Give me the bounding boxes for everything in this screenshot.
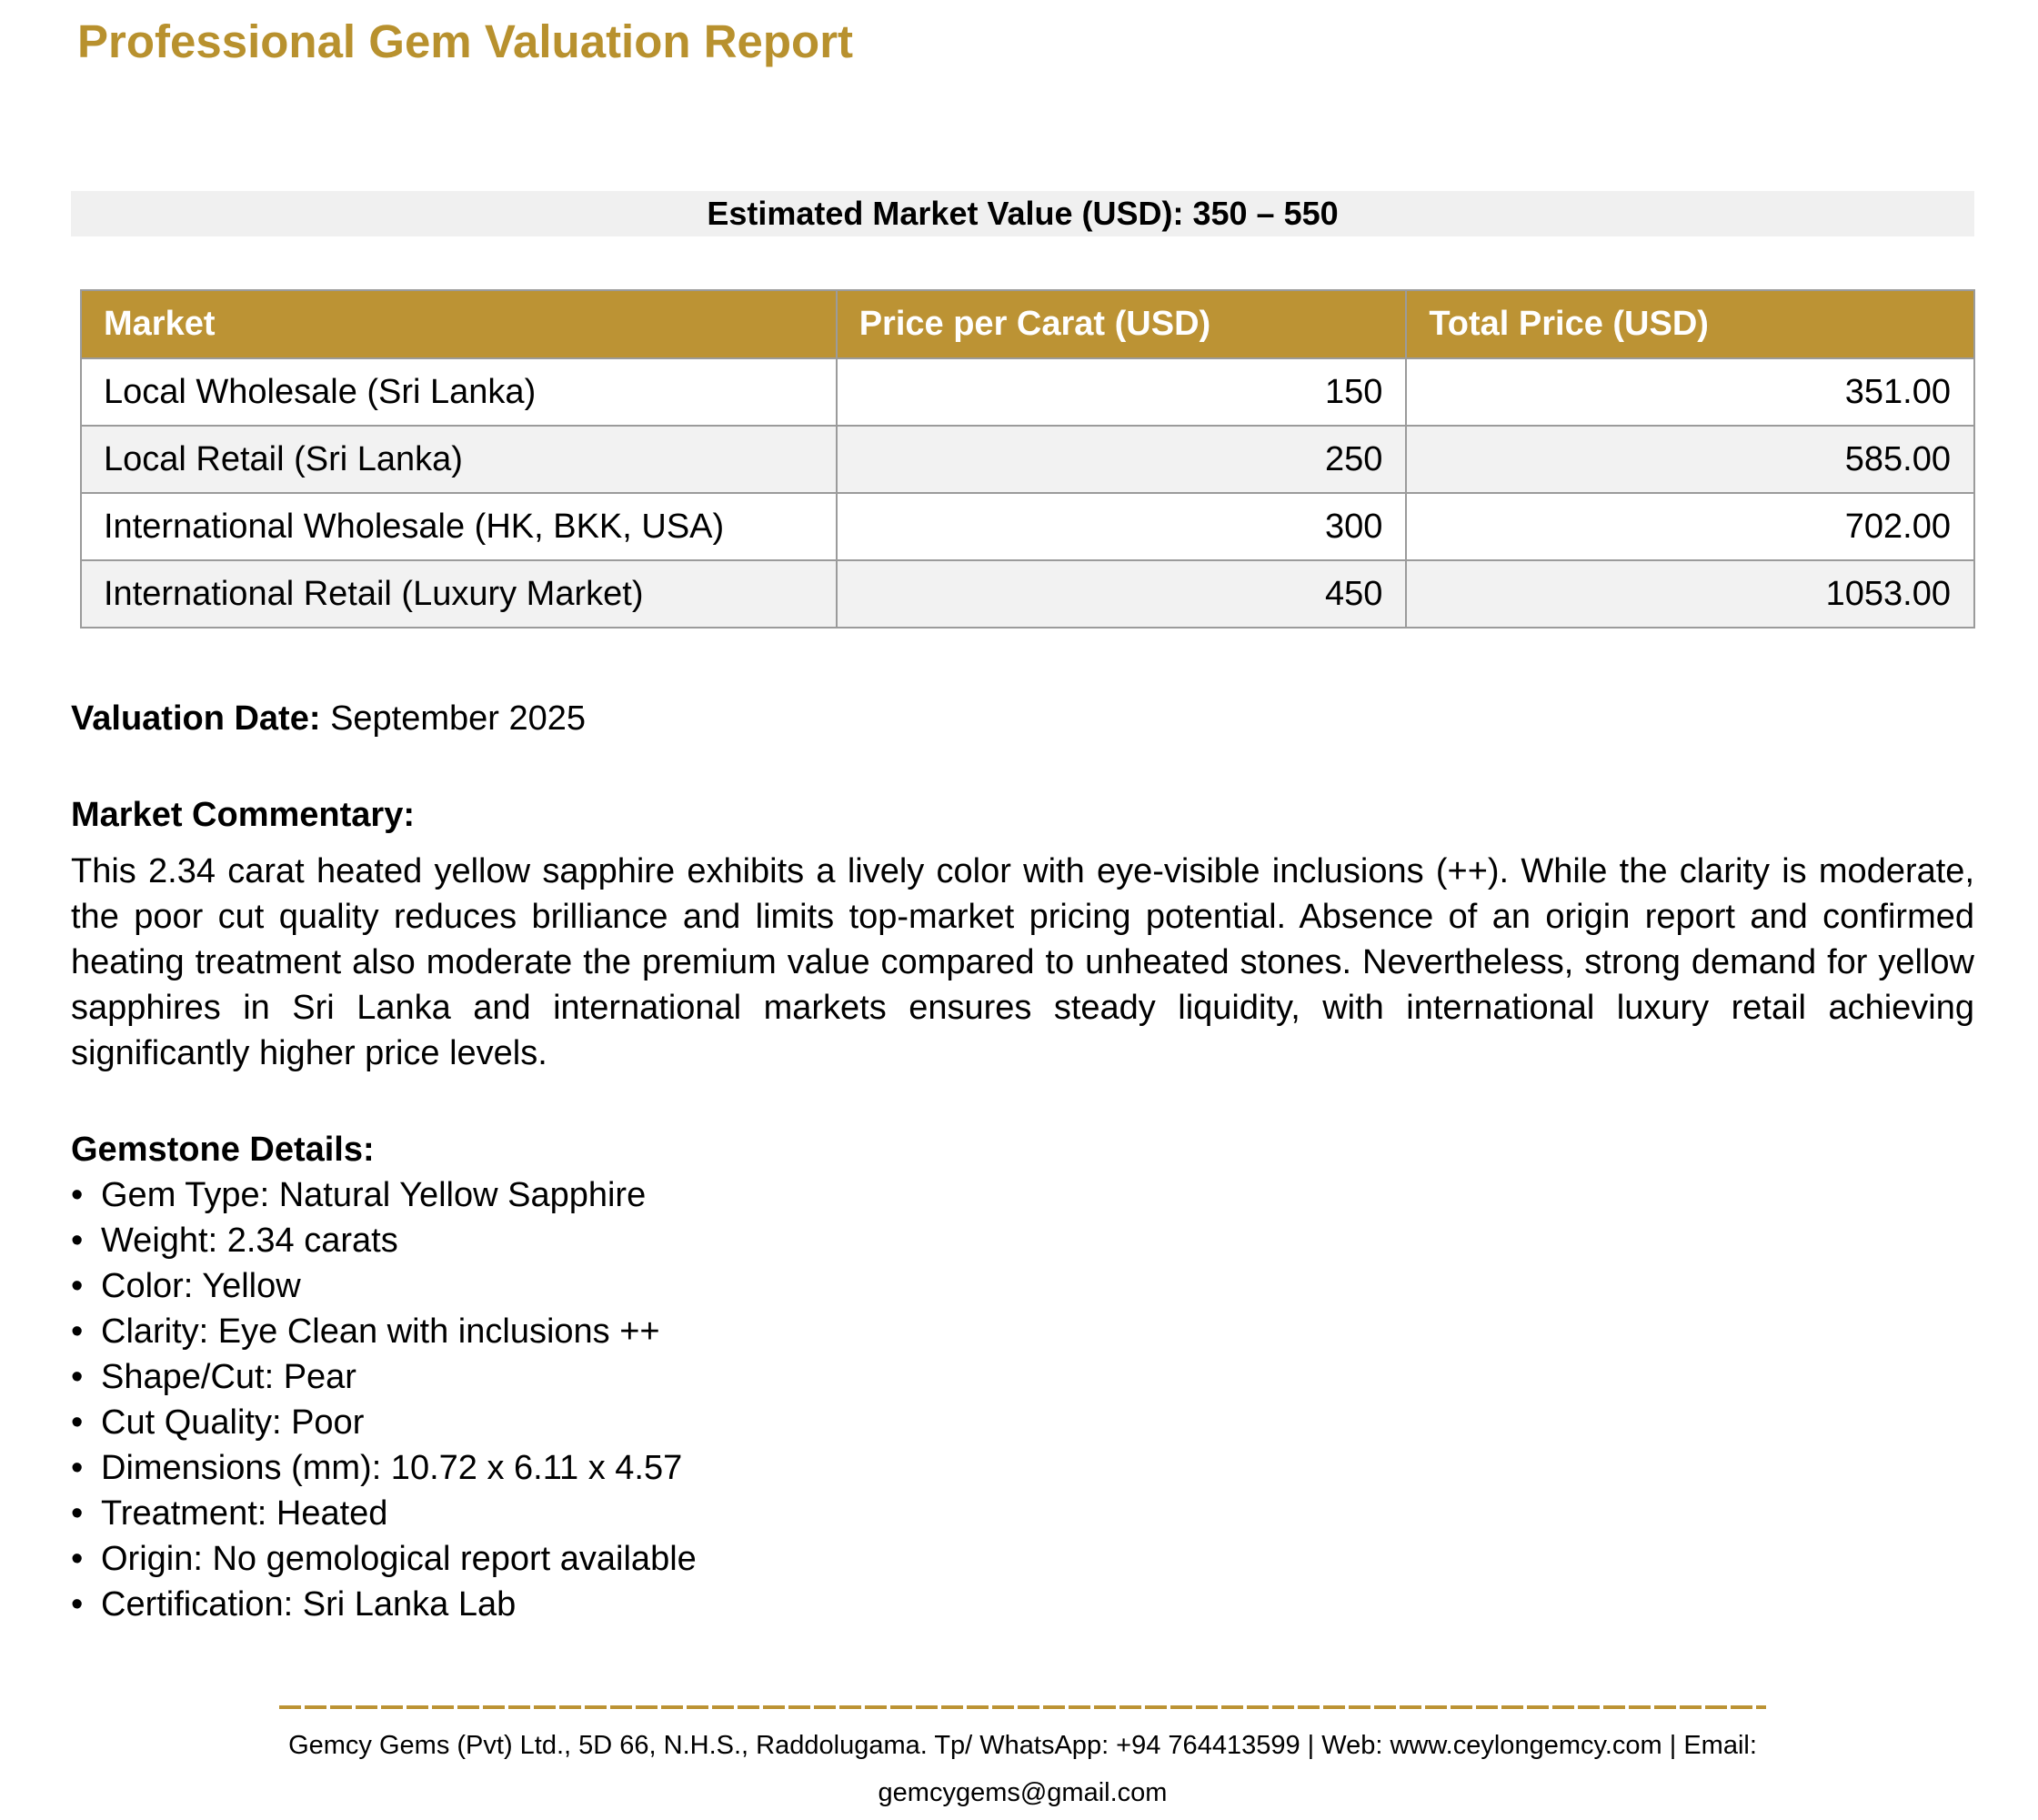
color-item: Color: Yellow	[101, 1267, 301, 1305]
footer-divider	[279, 1705, 1766, 1709]
bullet-icon: •	[71, 1358, 84, 1396]
column-header-price-per-carat: Price per Carat (USD)	[837, 290, 1407, 358]
list-item	[71, 1400, 1974, 1445]
market-price-table	[80, 289, 1975, 628]
list-item	[71, 1309, 1974, 1354]
page-title: Professional Gem Valuation Report	[77, 15, 854, 67]
price-per-carat-cell: 150	[837, 358, 1407, 426]
market-commentary-text: This 2.34 carat heated yellow sapphire exhibits a lively color with eye-visible inclusions (++). While the clarity is moderate, the poor cut quality reduces brilliance and limits top-market pricing potential. Absence of an origin report and confirmed heating treatment also moderate the premium value compared to unheated stones. Nevertheless, strong demand for yellow sapphires in Sri Lanka and international markets ensures steady liquidity, with international luxury retail achieving significantly higher price levels.	[71, 852, 1974, 1072]
column-header-total-price: Total Price (USD)	[1406, 290, 1974, 358]
bullet-icon: •	[71, 1403, 84, 1442]
market-cell: Local Retail (Sri Lanka)	[81, 426, 837, 493]
bullet-icon: •	[71, 1267, 84, 1305]
clarity-item: Clarity: Eye Clean with inclusions ++	[101, 1312, 660, 1351]
valuation-date-value: September 2025	[330, 699, 587, 738]
list-item	[71, 1582, 1974, 1627]
list-item	[71, 1445, 1974, 1491]
total-price-cell: 702.00	[1406, 493, 1974, 560]
list-item	[71, 1218, 1974, 1263]
treatment-item: Treatment: Heated	[101, 1494, 388, 1533]
table-row	[81, 358, 1974, 426]
bullet-icon: •	[71, 1585, 84, 1624]
bullet-icon: •	[71, 1312, 84, 1351]
footer-contact-line1: Gemcy Gems (Pvt) Ltd., 5D 66, N.H.S., Raddolugama. Tp/ WhatsApp: +94 764413599 | Web: www.ceylongemcy.com | Email:	[288, 1731, 1757, 1760]
valuation-date-label: Valuation Date:	[71, 699, 321, 738]
column-header-market: Market	[81, 290, 837, 358]
market-cell: International Wholesale (HK, BKK, USA)	[81, 493, 837, 560]
weight-item: Weight: 2.34 carats	[101, 1222, 398, 1260]
bullet-icon: •	[71, 1449, 84, 1487]
footer-contact-line2: gemcygems@gmail.com	[878, 1778, 1168, 1807]
price-per-carat-cell: 300	[837, 493, 1407, 560]
valuation-date	[71, 696, 1974, 741]
total-price-cell: 1053.00	[1406, 560, 1974, 628]
bullet-icon: •	[71, 1176, 84, 1214]
total-price-cell: 351.00	[1406, 358, 1974, 426]
list-item	[71, 1536, 1974, 1582]
gemstone-details-heading: Gemstone Details:	[71, 1131, 375, 1169]
bullet-icon: •	[71, 1540, 84, 1578]
price-per-carat-cell: 250	[837, 426, 1407, 493]
footer	[71, 1705, 1974, 1816]
bullet-icon: •	[71, 1494, 84, 1533]
gemstone-details-list	[71, 1172, 1974, 1627]
table-row	[81, 426, 1974, 493]
total-price-cell: 585.00	[1406, 426, 1974, 493]
dimensions-item: Dimensions (mm): 10.72 x 6.11 x 4.57	[101, 1449, 683, 1487]
shape-cut-item: Shape/Cut: Pear	[101, 1358, 356, 1396]
list-item	[71, 1491, 1974, 1536]
origin-item: Origin: No gemological report available	[101, 1540, 697, 1578]
footer-contact-info	[71, 1722, 1974, 1816]
cut-quality-item: Cut Quality: Poor	[101, 1403, 365, 1442]
market-commentary-heading: Market Commentary:	[71, 796, 415, 834]
table-row	[81, 493, 1974, 560]
price-per-carat-cell: 450	[837, 560, 1407, 628]
estimated-market-value-banner: Estimated Market Value (USD): 350 – 550	[71, 191, 1974, 236]
gem-type-item: Gem Type: Natural Yellow Sapphire	[101, 1176, 647, 1214]
market-cell: Local Wholesale (Sri Lanka)	[81, 358, 837, 426]
market-cell: International Retail (Luxury Market)	[81, 560, 837, 628]
bullet-icon: •	[71, 1222, 84, 1260]
table-row	[81, 560, 1974, 628]
table-header-row	[81, 290, 1974, 358]
list-item	[71, 1172, 1974, 1218]
list-item	[71, 1354, 1974, 1400]
certification-item: Certification: Sri Lanka Lab	[101, 1585, 517, 1624]
list-item	[71, 1263, 1974, 1309]
